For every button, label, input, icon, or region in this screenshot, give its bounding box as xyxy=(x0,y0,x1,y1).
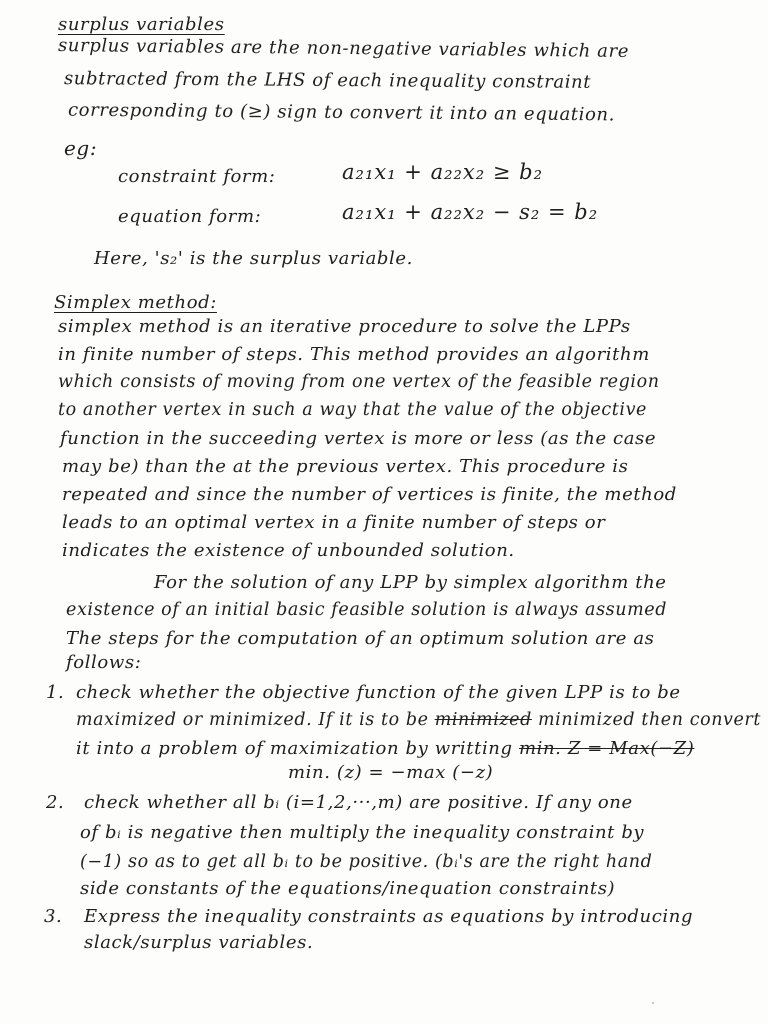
simplex-paragraph-line: simplex method is an iterative procedure to solve the LPPs xyxy=(58,316,631,337)
surplus-def-line-2: subtracted from the LHS of each inequality constraint xyxy=(63,68,592,93)
surplus-def-line-1: surplus variables are the non-negative variables which are xyxy=(57,35,630,62)
step-2-number: 2. xyxy=(46,792,65,813)
step-3-number: 3. xyxy=(44,906,63,927)
surplus-variable-note: Here, 's₂' is the surplus variable. xyxy=(94,248,413,269)
simplex-paragraph-line: function in the succeeding vertex is more or less (as the case xyxy=(60,428,657,449)
struck-formula: min. Z = Max(−Z) xyxy=(518,738,695,759)
step-1-line-3 xyxy=(76,738,694,759)
step-1-text: maximized or minimized. If it is to be xyxy=(76,710,435,730)
equation-formula: a₂₁x₁ + a₂₂x₂ − s₂ = b₂ xyxy=(342,200,599,224)
simplex-paragraph-line: follows: xyxy=(66,652,142,673)
constraint-form-label: constraint form: xyxy=(118,166,276,187)
simplex-paragraph-line: to another vertex in such a way that the value of the objective xyxy=(58,400,648,420)
struck-word: minimized xyxy=(434,710,532,730)
step-2-line: (−1) so as to get all bᵢ to be positive. (bᵢ's are the right hand xyxy=(80,852,653,872)
simplex-paragraph-line: which consists of moving from one vertex of the feasible region xyxy=(58,372,660,392)
step-1-line-2 xyxy=(76,710,761,730)
surplus-heading: surplus variables xyxy=(58,14,225,35)
simplex-paragraph-line: existence of an initial basic feasible solution is always assumed xyxy=(66,600,668,620)
eg-label: eg: xyxy=(64,136,98,160)
simplex-paragraph-line: For the solution of any LPP by simplex algorithm the xyxy=(154,572,667,593)
simplex-paragraph-line: The steps for the computation of an optimum solution are as xyxy=(66,628,655,649)
simplex-paragraph-line: repeated and since the number of vertices is finite, the method xyxy=(62,484,677,505)
step-1-formula: min. (z) = −max (−z) xyxy=(288,762,494,783)
constraint-formula: a₂₁x₁ + a₂₂x₂ ≥ b₂ xyxy=(342,160,543,184)
step-3-line: Express the inequality constraints as equations by introducing xyxy=(84,906,694,927)
paper-speck xyxy=(652,1002,654,1004)
step-1-text: minimized then convert xyxy=(531,710,761,730)
simplex-heading: Simplex method: xyxy=(54,292,217,313)
surplus-def-line-3: corresponding to (≥) sign to convert it into an equation. xyxy=(67,99,616,126)
equation-form-label: equation form: xyxy=(118,206,262,227)
simplex-paragraph-line: indicates the existence of unbounded solution. xyxy=(62,540,515,561)
step-2-line: side constants of the equations/inequation constraints) xyxy=(80,878,616,899)
simplex-paragraph-line: leads to an optimal vertex in a finite number of steps or xyxy=(62,512,606,533)
simplex-paragraph-line: may be) than the at the previous vertex. This procedure is xyxy=(62,456,629,477)
step-2-line: check whether all bᵢ (i=1,2,···,m) are positive. If any one xyxy=(84,792,633,813)
step-1-number: 1. xyxy=(46,682,65,703)
simplex-paragraph-line: in finite number of steps. This method provides an algorithm xyxy=(58,344,650,365)
step-1-line: check whether the objective function of the given LPP is to be xyxy=(76,682,681,703)
step-2-line: of bᵢ is negative then multiply the inequality constraint by xyxy=(80,822,645,843)
step-1-text: it into a problem of maximization by writting xyxy=(76,738,519,759)
step-3-line: slack/surplus variables. xyxy=(84,932,314,953)
